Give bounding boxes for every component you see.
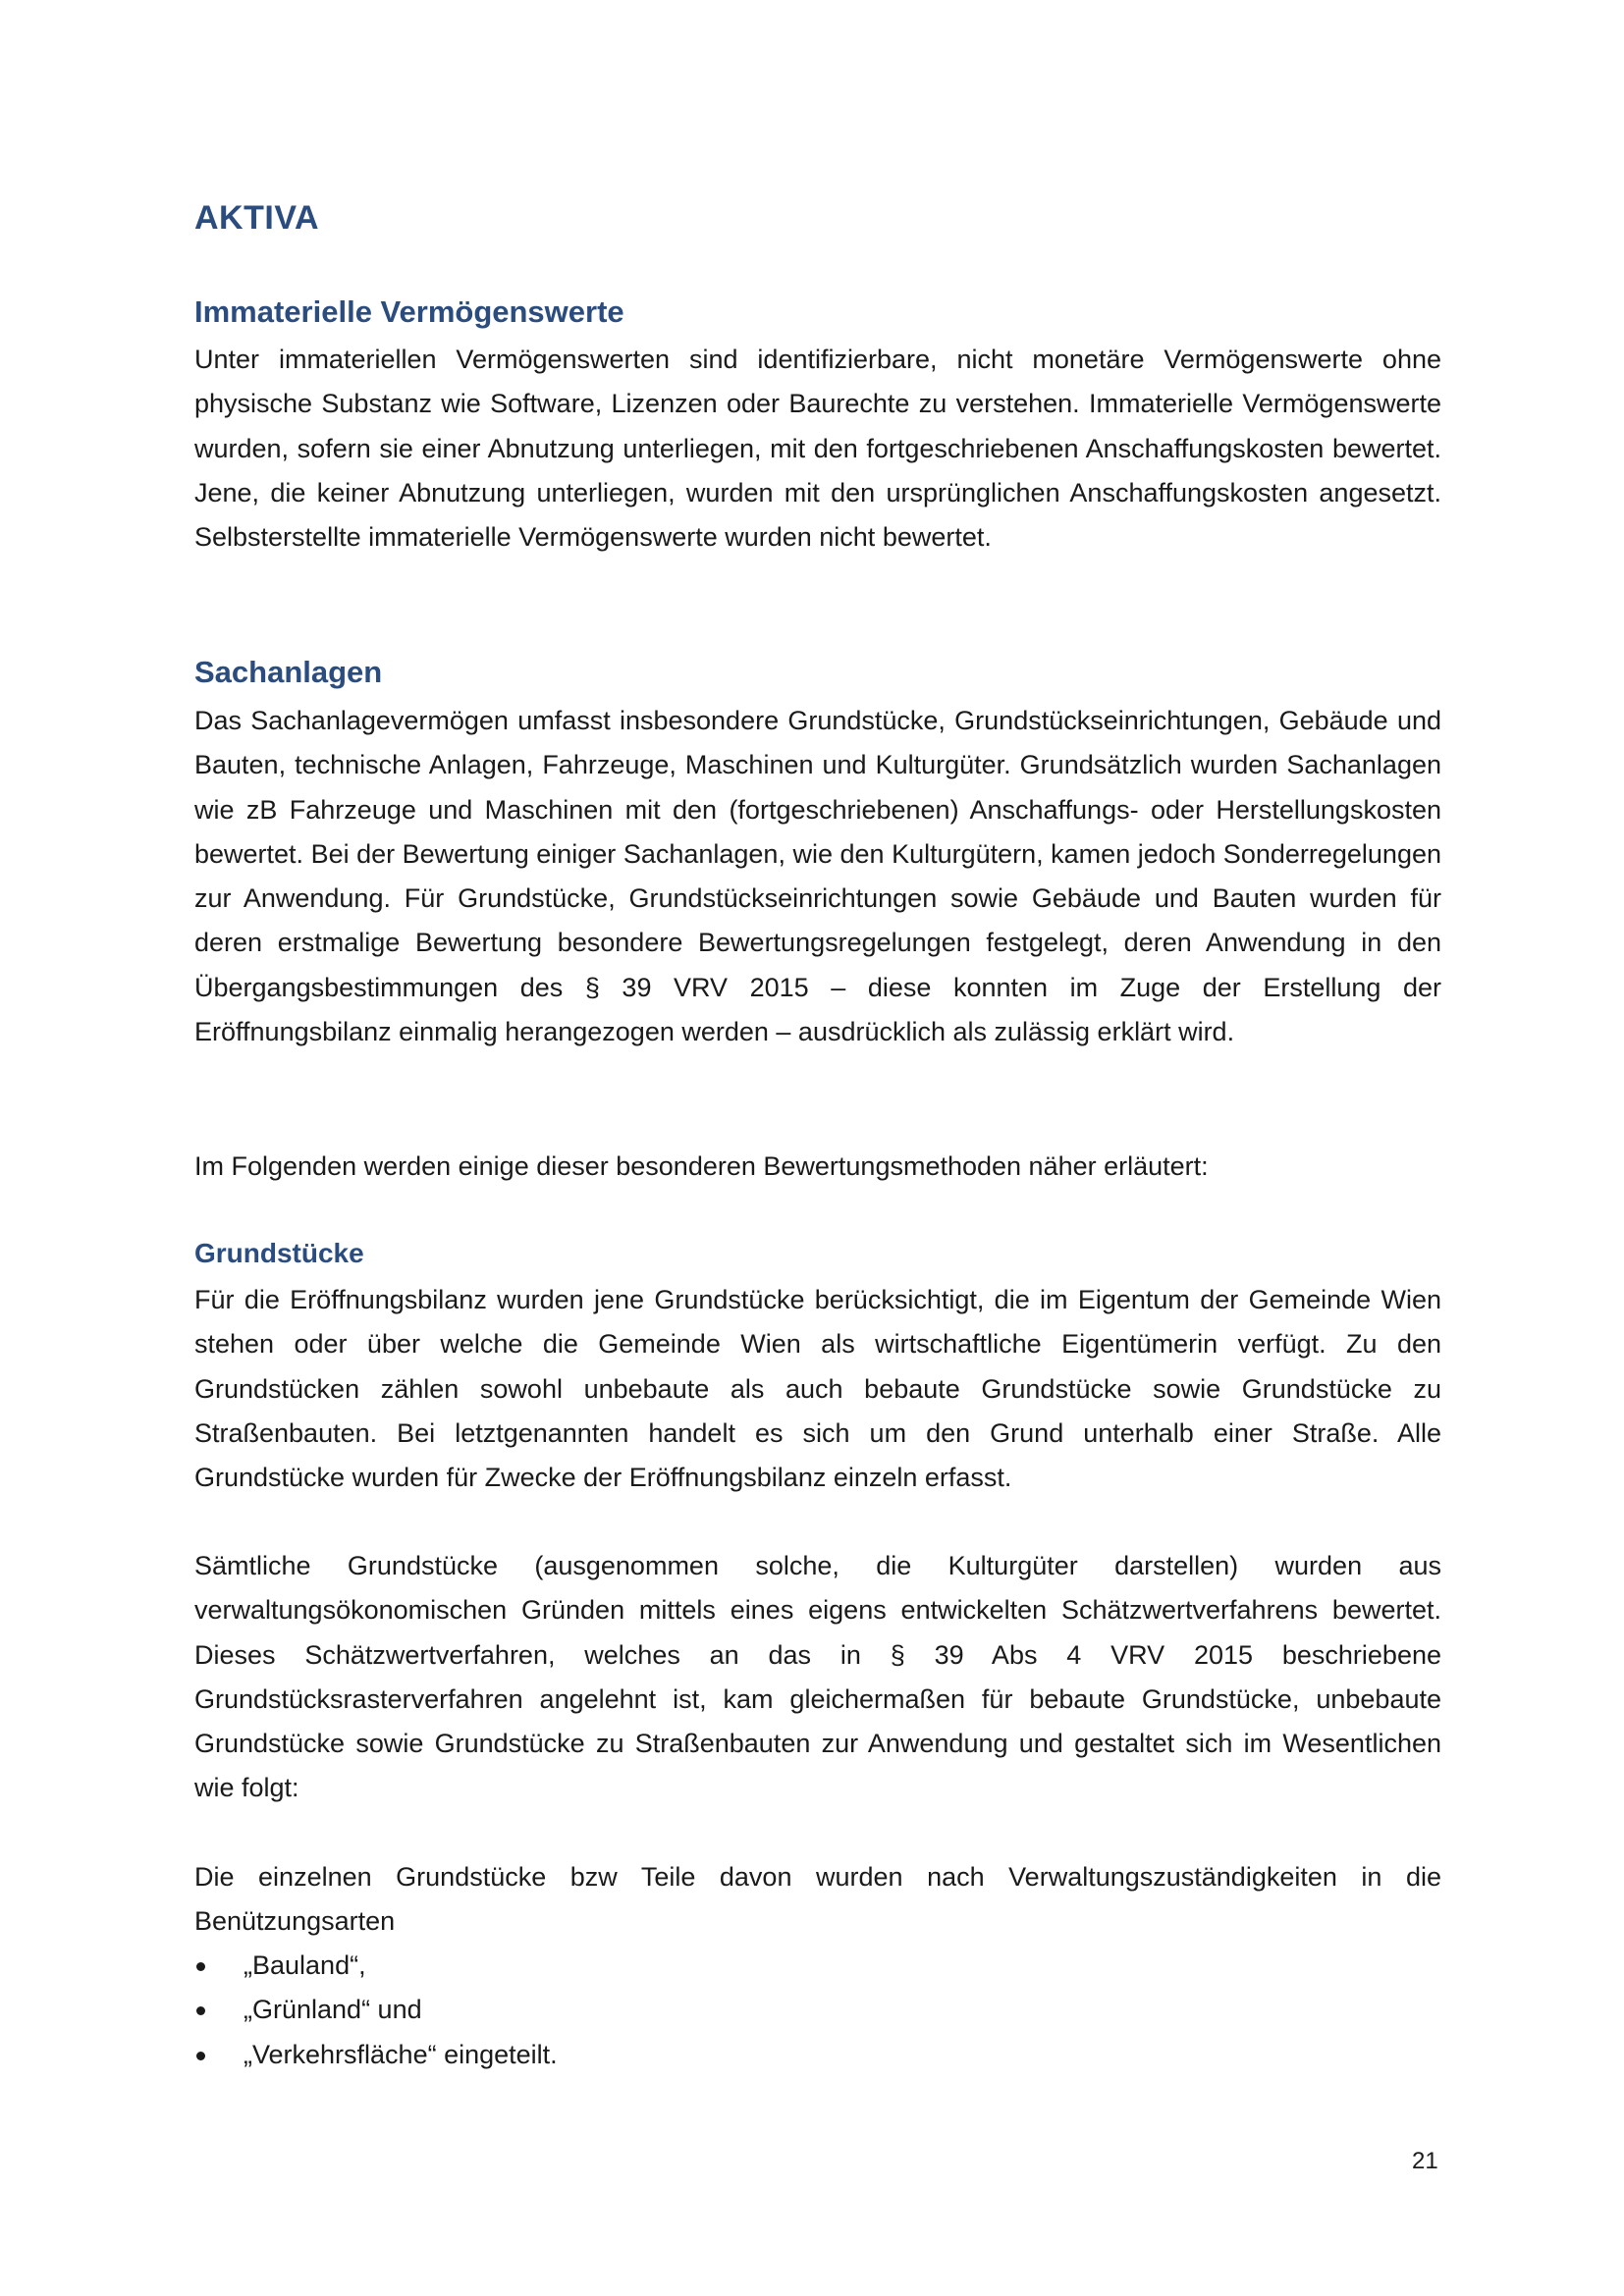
list-item-text: „Verkehrsfläche“ eingeteilt.: [244, 2039, 558, 2069]
paragraph-grundstuecke-3: Die einzelnen Grundstücke bzw Teile davon wurden nach Verwaltungszuständigkeiten in die Benützungsarten: [194, 1862, 1441, 1937]
bullet-icon: [196, 1962, 205, 1971]
list-item: [194, 1944, 1441, 1988]
list-item-text: „Bauland“,: [244, 1950, 366, 1980]
page-number: 21: [1412, 2148, 1438, 2174]
benuetzungsarten-list: [194, 1944, 1441, 2077]
bullet-icon: [196, 2006, 205, 2015]
list-item: [194, 2033, 1441, 2077]
heading-grundstuecke: Grundstücke: [194, 1238, 364, 1268]
paragraph-immaterielle: Unter immateriellen Vermögenswerten sind identifizierbare, nicht monetäre Vermögenswerte ohne physische Substanz wie Software, Lizenzen oder Baurechte zu verstehen. Immaterielle Vermögenswerte wurden, sofern sie einer Abnutzung unterliegen, mit den fortgeschriebenen Anschaffungskosten bewertet. Jene, die keiner Abnutzung unterliegen, wurden mit den ursprünglichen Anschaffungskosten angesetzt. Selbsterstellte immaterielle Vermögenswerte wurden nicht bewertet.: [194, 345, 1441, 553]
page-title: AKTIVA: [194, 199, 320, 237]
bullet-icon: [196, 2052, 205, 2060]
heading-sachanlagen: Sachanlagen: [194, 655, 383, 689]
paragraph-sachanlagen-intro: Im Folgenden werden einige dieser besonderen Bewertungsmethoden näher erläutert:: [194, 1151, 1209, 1181]
paragraph-grundstuecke-2: Sämtliche Grundstücke (ausgenommen solche, die Kulturgüter darstellen) wurden aus verwaltungsökonomischen Gründen mittels eines eigens entwickelten Schätzwertverfahrens bewertet. Dieses Schätzwertverfahren, welches an das in § 39 Abs 4 VRV 2015 beschriebene Grundstücksrasterverfahren angelehnt ist, kam gleichermaßen für bebaute Grundstücke, unbebaute Grundstücke sowie Grundstücke zu Straßenbauten zur Anwendung und gestaltet sich im Wesentlichen wie folgt:: [194, 1551, 1441, 1803]
paragraph-grundstuecke-1: Für die Eröffnungsbilanz wurden jene Grundstücke berücksichtigt, die im Eigentum der Gemeinde Wien stehen oder über welche die Gemeinde Wien als wirtschaftliche Eigentümerin verfügt. Zu den Grundstücken zählen sowohl unbebaute als auch bebaute Grundstücke sowie Grundstücke zu Straßenbauten. Bei letztgenannten handelt es sich um den Grund unterhalb einer Straße. Alle Grundstücke wurden für Zwecke der Eröffnungsbilanz einzeln erfasst.: [194, 1285, 1441, 1493]
paragraph-sachanlagen: Das Sachanlagevermögen umfasst insbesondere Grundstücke, Grundstückseinrichtungen, Gebäude und Bauten, technische Anlagen, Fahrzeuge, Maschinen und Kulturgüter. Grundsätzlich wurden Sachanlagen wie zB Fahrzeuge und Maschinen mit den (fortgeschriebenen) Anschaffungs- oder Herstellungskosten bewertet. Bei der Bewertung einiger Sachanlagen, wie den Kulturgütern, kamen jedoch Sonderregelungen zur Anwendung. Für Grundstücke, Grundstückseinrichtungen sowie Gebäude und Bauten wurden für deren erstmalige Bewertung besondere Bewertungsregelungen festgelegt, deren Anwendung in den Übergangsbestimmungen des § 39 VRV 2015 – diese konnten im Zuge der Erstellung der Eröffnungsbilanz einmalig herangezogen werden – ausdrücklich als zulässig erklärt wird.: [194, 706, 1441, 1047]
list-item: [194, 1988, 1441, 2032]
heading-immaterielle-vermoegenswerte: Immaterielle Vermögenswerte: [194, 294, 624, 329]
list-item-text: „Grünland“ und: [244, 1995, 422, 2025]
